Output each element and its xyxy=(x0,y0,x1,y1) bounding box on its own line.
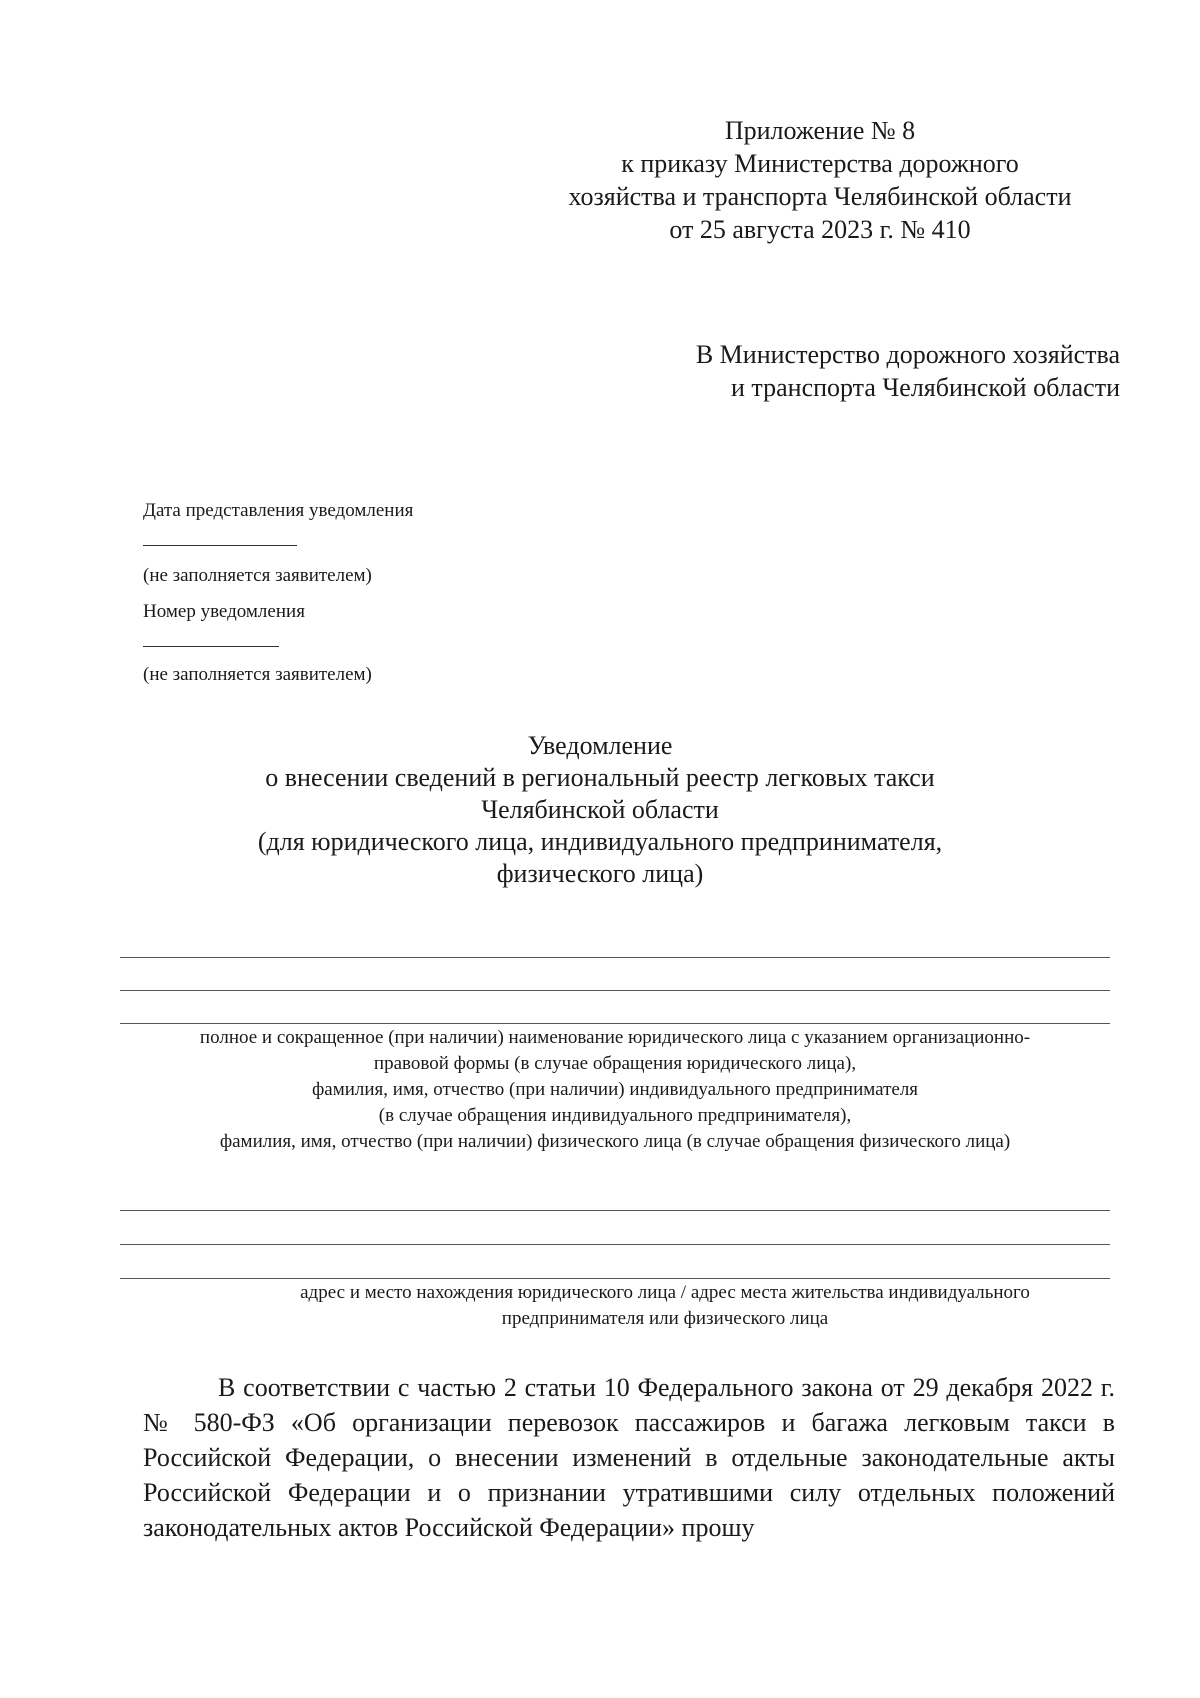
title-line: Челябинской области xyxy=(481,795,719,824)
number-note: (не заполняется заявителем) xyxy=(143,664,372,685)
caption-line: фамилия, имя, отчество (при наличии) индивидуального предпринимателя xyxy=(311,1079,919,1100)
appendix-line: Приложение № 8 xyxy=(724,116,916,145)
title-line: физического лица) xyxy=(496,859,704,888)
title-line: Уведомление xyxy=(527,731,673,760)
address-fill-line xyxy=(120,1244,1110,1245)
caption-line: фамилия, имя, отчество (при наличии) физического лица (в случае обращения физического лица) xyxy=(219,1131,1011,1152)
number-blank-line xyxy=(143,646,279,647)
date-blank-line xyxy=(143,545,297,546)
date-note: (не заполняется заявителем) xyxy=(143,565,372,586)
title-line: (для юридического лица, индивидуального предпринимателя, xyxy=(257,827,943,856)
caption-line: адрес и место нахождения юридического лица / адрес места жительства индивидуального xyxy=(300,1282,1030,1303)
recipient-block xyxy=(560,338,1120,404)
date-label: Дата представления уведомления xyxy=(143,500,414,521)
name-fill-line xyxy=(120,990,1110,991)
appendix-line: от 25 августа 2023 г. № 410 xyxy=(669,215,971,244)
name-fill-line xyxy=(120,957,1110,958)
appendix-line: хозяйства и транспорта Челябинской области xyxy=(568,182,1072,211)
recipient-line: В Министерство дорожного хозяйства xyxy=(695,340,1120,369)
address-fill-line xyxy=(120,1278,1110,1279)
caption-line: предпринимателя или физического лица xyxy=(501,1308,829,1329)
name-caption xyxy=(120,1025,1110,1155)
address-fill-line xyxy=(120,1210,1110,1211)
title-line: о внесении сведений в региональный реестр легковых такси xyxy=(265,763,935,792)
caption-line: (в случае обращения индивидуального предпринимателя), xyxy=(378,1105,852,1126)
caption-line: полное и сокращенное (при наличии) наименование юридического лица с указанием организационно- xyxy=(199,1027,1031,1048)
caption-line: правовой формы (в случае обращения юридического лица), xyxy=(373,1053,857,1074)
name-fill-line xyxy=(120,1023,1110,1024)
appendix-line: к приказу Министерства дорожного xyxy=(621,149,1019,178)
address-caption xyxy=(220,1280,1110,1332)
body-paragraph: В соответствии с частью 2 статьи 10 Федерального закона от 29 декабря 2022 г. № 580-ФЗ «Об организации перевозок пассажиров и багажа легковым такси в Российской Федерации, о внесении изменений в отдельные законодательные акты Российской Федерации и о признании утратившими силу отдельных положений законодательных актов Российской Федерации» прошу xyxy=(143,1373,1115,1542)
document-title xyxy=(180,730,1020,890)
appendix-header xyxy=(540,114,1100,246)
number-label: Номер уведомления xyxy=(143,601,305,622)
recipient-line: и транспорта Челябинской области xyxy=(731,373,1120,402)
